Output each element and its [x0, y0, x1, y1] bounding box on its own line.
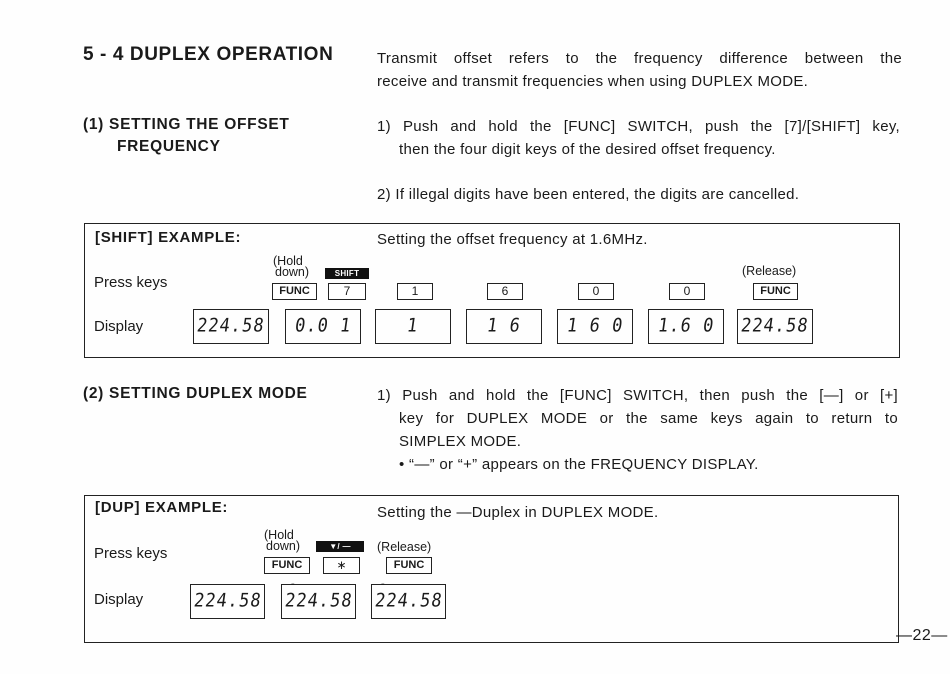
part1-step2: 2) If illegal digits have been entered, the digits are cancelled. [377, 186, 800, 203]
key-7: 7 [328, 283, 366, 300]
intro-line-2: receive and transmit frequencies when using DUPLEX MODE. [377, 73, 809, 90]
func-key-release-2: FUNC [386, 557, 432, 574]
hold-label-2-line2: down) [266, 539, 301, 553]
press-keys-label: Press keys [94, 274, 168, 291]
part1-heading-line1: (1) SETTING THE OFFSET [83, 116, 290, 133]
dup-display-3: 224.58 [371, 584, 446, 619]
hold-label-2-line1: (Hold [264, 528, 294, 542]
lcd-display-3: 1 [375, 309, 451, 344]
part2-step1-line1: 1) Push and hold the [FUNC] SWITCH, then push the [—] or [+] [377, 387, 898, 404]
hold-label-line2: down) [275, 265, 310, 279]
dup-display-1: 224.58 [190, 584, 265, 619]
part1-heading-line2: FREQUENCY [117, 138, 221, 155]
press-keys-label-2: Press keys [94, 545, 168, 562]
page-number: —22— [896, 627, 948, 644]
hold-label-line1: (Hold [273, 254, 303, 268]
lcd-display-7: 224.58 [737, 309, 813, 344]
release-label: (Release) [742, 264, 797, 278]
release-label-2: (Release) [377, 540, 432, 554]
dup-badge: ▼/ — [316, 541, 364, 552]
func-key-release: FUNC [753, 283, 798, 300]
func-key-2: FUNC [264, 557, 310, 574]
dup-display-2: 224.58 [281, 584, 356, 619]
intro-line-1: Transmit offset refers to the frequency difference between the [377, 50, 902, 67]
dup-example-title: [DUP] EXAMPLE: [95, 499, 229, 516]
key-1: 1 [397, 283, 433, 300]
duplex-minus-mark-2: - [291, 578, 295, 590]
part2-step1-line3: SIMPLEX MODE. [399, 433, 522, 450]
lcd-display-4: 1 6 [466, 309, 542, 344]
dup-example-description: Setting the —Duplex in DUPLEX MODE. [377, 504, 659, 521]
shift-badge: SHIFT [325, 268, 369, 279]
display-label: Display [94, 318, 144, 335]
lcd-display-2: 0.0 1 [285, 309, 361, 344]
part2-step1-line2: key for DUPLEX MODE or the same keys again to return to [399, 410, 898, 427]
shift-example-description: Setting the offset frequency at 1.6MHz. [377, 231, 648, 248]
part1-step1-line2: then the four digit keys of the desired offset frequency. [399, 141, 776, 158]
key-0-first: 0 [578, 283, 614, 300]
section-title: 5 - 4 DUPLEX OPERATION [83, 44, 334, 65]
part1-step1-line1: 1) Push and hold the [FUNC] SWITCH, push the [7]/[SHIFT] key, [377, 118, 900, 135]
key-6: 6 [487, 283, 523, 300]
lcd-display-1: 224.58 [193, 309, 269, 344]
lcd-display-5: 1 6 0 [557, 309, 633, 344]
star-key: ∗ [323, 557, 360, 574]
part2-heading: (2) SETTING DUPLEX MODE [83, 385, 308, 402]
shift-example-title: [SHIFT] EXAMPLE: [95, 229, 242, 246]
key-0-second: 0 [669, 283, 705, 300]
func-key: FUNC [272, 283, 317, 300]
duplex-minus-mark-3: - [381, 578, 385, 590]
part2-bullet: • “—” or “+” appears on the FREQUENCY DISPLAY. [399, 456, 759, 473]
display-label-2: Display [94, 591, 144, 608]
lcd-display-6: 1.6 0 [648, 309, 724, 344]
